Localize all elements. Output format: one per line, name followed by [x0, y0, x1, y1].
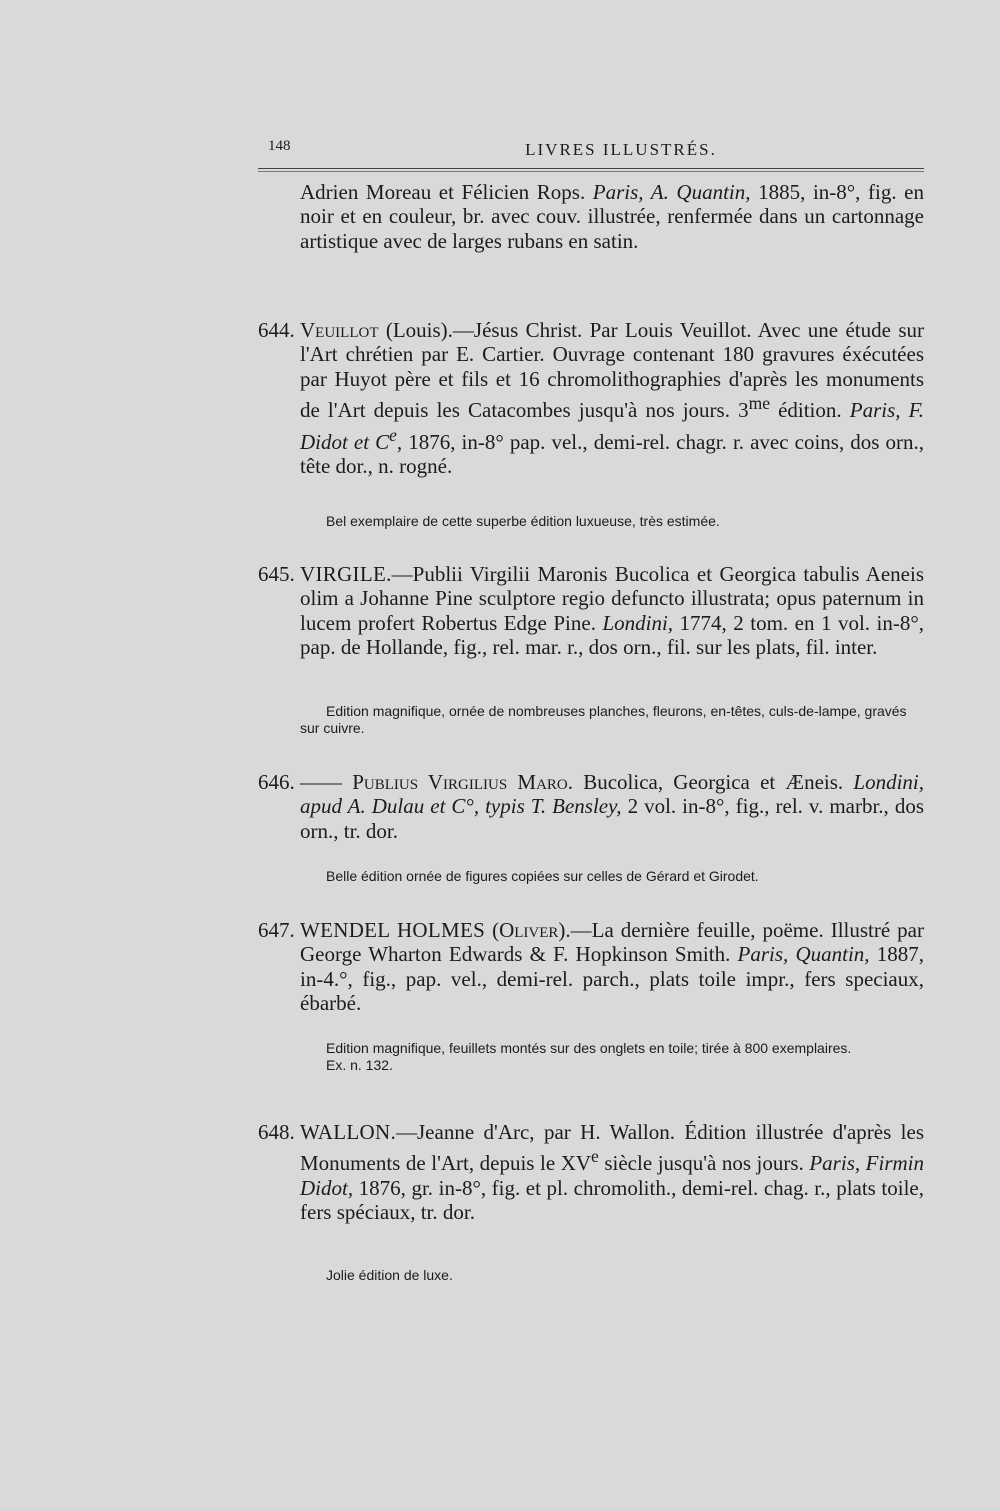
entry-text: 1774, 2 tom. en 1 vol. in-8°, pap. de Hollande, fig., rel. mar. r., dos orn., fil. sur les plats, fil. inter.	[300, 610, 924, 660]
entry-author-rest: (Oliver).	[492, 918, 571, 942]
entry-note: Belle édition ornée de figures copiées sur celles de Gérard et Girodet.	[326, 868, 759, 884]
entry-imprint: Paris, F. Didot et C	[300, 398, 924, 454]
entry-note: Edition magnifique, ornée de nombreuses planches, fleurons, en-têtes, culs-de-lampe, gravés sur cuivre.	[300, 703, 907, 736]
entry-imprint: Londini, apud A. Dulau et C°, typis T. Bensley,	[300, 770, 924, 819]
entry-646	[258, 770, 924, 843]
entry-647	[258, 918, 925, 1016]
entry-text: —Jeanne d'Arc, par H. Wallon. Édition illustrée d'après les Monuments de l'Art, depuis le XV	[300, 1120, 924, 1176]
entry-author: VIRGILE.	[300, 562, 392, 586]
entry-644	[258, 318, 924, 479]
entry-text: 2 vol. in-8°, fig., rel. v. marbr., dos orn., tr. dor.	[300, 794, 924, 843]
entry-number: 644.	[258, 318, 295, 342]
entry-text: 1887, in-4.°, fig., pap. vel., demi-rel. parch., plats toile impr., fers speciaux, ébarbé.	[300, 942, 925, 1016]
entry-text: Adrien Moreau et Félicien Rops.	[300, 180, 593, 204]
running-title: LIVRES ILLUSTRÉS.	[525, 140, 717, 159]
entry-text: —Publii Virgilii Maronis Bucolica et Georgica tabulis Aeneis olim a Johanne Pine sculptore regio defuncto illustrata; opus paternum in lucem profert Robertus Edge Pine.	[300, 562, 924, 635]
entry-text: édition.	[769, 398, 850, 423]
entry-imprint: Londini,	[602, 610, 674, 635]
entry-number: 646.	[258, 770, 295, 794]
entry-text: —La dernière feuille, poëme. Illustré par George Wharton Edwards & F. Hopkinson Smith.	[300, 918, 924, 967]
entry-author: WALLON.	[300, 1120, 396, 1144]
entry-imprint: Paris, A. Quantin,	[592, 180, 751, 204]
entry-648	[258, 1120, 924, 1225]
entry-author: Publius Virgilius Maro.	[352, 770, 573, 794]
page-header	[258, 136, 924, 169]
entry-imprint: Paris, Firmin Didot,	[300, 1151, 924, 1200]
page-number: 148	[268, 138, 291, 154]
entry-dash: ——	[300, 770, 342, 794]
entry-author: Veuillot	[300, 318, 379, 342]
entry-645	[258, 562, 924, 660]
entry-number: 648.	[258, 1120, 295, 1144]
entry-author: WENDEL HOLMES	[300, 918, 486, 942]
entry-number: 645.	[258, 562, 295, 586]
entry-text: , 1876, in-8° pap. vel., demi-rel. chagr. r. avec coins, dos orn., tête dor., n. rogné.	[300, 429, 924, 479]
entry-note: Jolie édition de luxe.	[326, 1267, 453, 1283]
entry-text: siècle jusqu'à nos jours.	[598, 1151, 810, 1176]
entry-number: 647.	[258, 918, 295, 942]
entry-text: —Jésus Christ. Par Louis Veuillot. Avec une étude sur l'Art chrétien par E. Cartier. Ouvrage contenant 180 gravures éxécutées par Huyot père et fils et 16 chromolithographies d'après les monuments de l'Art depuis les Catacombes jusqu'à nos jours. 3	[300, 318, 924, 423]
superscript: e	[591, 1146, 599, 1167]
entry-imprint: Paris, Quantin,	[737, 942, 870, 967]
superscript: me	[748, 393, 770, 414]
entry-note	[326, 1040, 924, 1074]
entry-text: Bucolica, Georgica et Æneis.	[573, 770, 854, 794]
entry-text: 1876, gr. in-8°, fig. et pl. chromolith., demi-rel. chag. r., plats toile, fers spéciaux, tr. dor.	[300, 1175, 924, 1225]
note-line: Edition magnifique, feuillets montés sur des onglets en toile; tirée à 800 exemplaires.	[326, 1040, 852, 1056]
entry-text: 1885, in-8°, fig. en noir et en couleur, br. avec couv. illustrée, renfermée dans un cartonnage artistique avec de larges rubans en satin.	[300, 180, 924, 253]
entry-note: Bel exemplaire de cette superbe édition luxueuse, très estimée.	[326, 513, 720, 529]
superscript: e	[389, 424, 397, 445]
entry-continuation	[300, 180, 924, 253]
entry-author-rest: (Louis).	[378, 318, 453, 342]
note-copy-number: Ex. n. 132.	[326, 1057, 393, 1073]
